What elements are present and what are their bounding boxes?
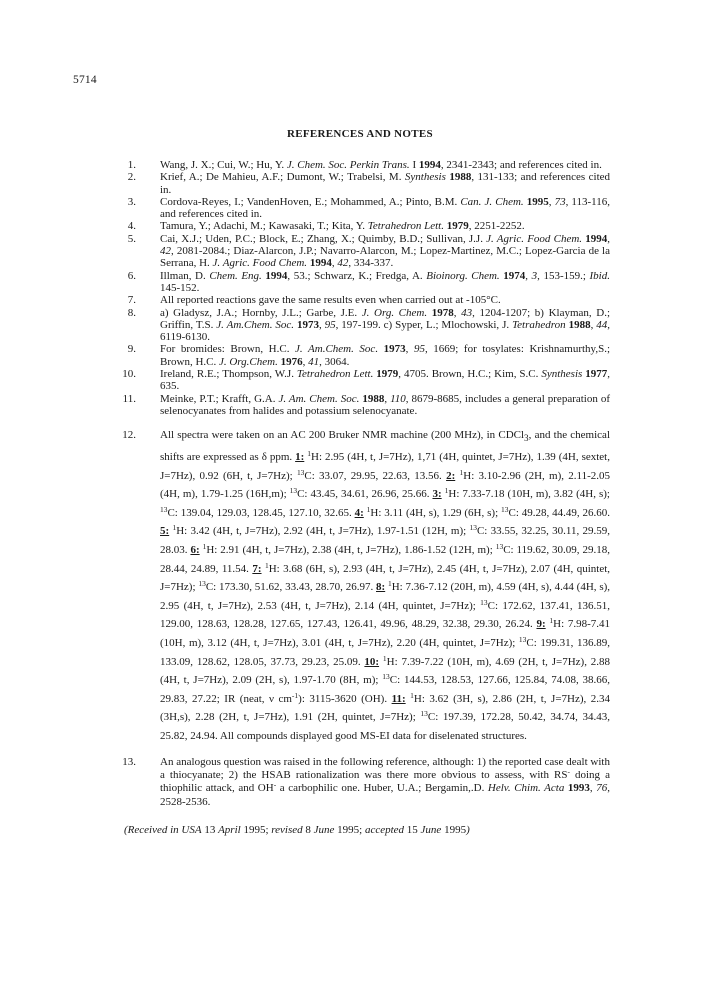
- reference-item: [116, 159, 610, 171]
- reference-item: [116, 233, 610, 270]
- reference-text-segment: 95: [413, 343, 425, 356]
- reference-text-segment: C: 139.04, 129.03, 128.45, 127.10, 32.65.: [167, 506, 355, 519]
- reference-number: 11.: [122, 392, 136, 405]
- reference-text-segment: C: 33.55, 32.25, 30.11, 29.59, 28.03.: [160, 525, 610, 556]
- reference-text-segment: ,: [384, 392, 391, 405]
- received-line: [124, 824, 684, 836]
- compound-number: 2:: [446, 469, 456, 482]
- reference-text-segment: Chem. Eng.: [209, 269, 262, 282]
- reference-text: [160, 220, 610, 232]
- reference-text-segment: Can. J. Chem.: [460, 195, 524, 208]
- reference-text-segment: Tamura, Y.; Adachi, M.; Kawasaki, T.; Kita, Y.: [160, 220, 368, 233]
- reference-text: [160, 233, 610, 270]
- reference-number: 4.: [127, 220, 136, 233]
- reference-text: [160, 270, 610, 295]
- reference-text-segment: , 197-199. c) Syper, L.; Mlochowski, J.: [335, 318, 513, 331]
- reference-text-segment: , 8679-8685, includes a general preparation of selenocyanates from halides and potassium selenocyanate.: [160, 392, 611, 417]
- reference-text-segment: Synthesis: [404, 171, 446, 184]
- reference-item: [116, 294, 610, 306]
- reference-text-segment: , 635.: [160, 368, 611, 393]
- reference-text-segment: ,: [607, 232, 610, 245]
- reference-text-segment: , 2251-2252.: [468, 220, 525, 233]
- reference-text-segment: 1: [388, 579, 392, 589]
- reference-text-segment: C: 49.28, 44.49, 26.60.: [508, 506, 610, 519]
- compound-number: 10:: [364, 655, 380, 668]
- received-label: Received in USA: [127, 824, 202, 836]
- accepted-year: 1995: [441, 824, 467, 836]
- reference-number: 12.: [122, 429, 136, 442]
- reference-text-segment: 1979: [376, 368, 399, 381]
- reference-text-segment: H: 3.10-2.96 (2H, m), 2.11-2.05 (4H, m), 1.79-1.25 (16H,m);: [160, 469, 611, 501]
- reference-text-segment: , 2528-2536.: [160, 782, 611, 808]
- reference-text-segment: H: 7.98-7.41 (10H, m), 3.12 (4H, t, J=7Hz), 3.01 (4H, t, J=7Hz), 2.20 (4H, quintet, J=7Hz);: [160, 618, 611, 649]
- reference-text-segment: Cai, X.J.; Uden, P.C.; Block, E.; Zhang, X.; Quimby, B.D.; Sullivan, J.J.: [160, 232, 487, 245]
- reference-text-segment: 1995: [526, 195, 549, 208]
- reference-text-segment: 42: [337, 257, 349, 270]
- reference-text: [160, 294, 610, 306]
- reference-text-segment: ,: [589, 782, 597, 795]
- reference-text-segment: Ibid.: [589, 269, 610, 282]
- reference-item: [116, 220, 610, 232]
- reference-number: 9.: [127, 343, 136, 356]
- reference-text-segment: J. Am. Chem. Soc.: [278, 392, 360, 405]
- reference-text-segment: 3: [531, 269, 538, 282]
- revised-label: revised: [271, 824, 303, 836]
- compound-number: 4:: [354, 506, 364, 519]
- received-year: 1995;: [240, 824, 272, 836]
- reference-text-segment: 1: [264, 560, 269, 570]
- reference-text-segment: C: 199.31, 136.89, 133.09, 128.62, 128.05, 37.73, 29.23, 25.09.: [160, 636, 610, 668]
- reference-text-segment: ,: [590, 318, 597, 331]
- reference-text-segment: C: 197.39, 172.28, 50.42, 34.74, 34.43, 25.82, 24.94. All compounds displayed good MS-EI data for diselenated structures.: [160, 711, 610, 742]
- reference-text-segment: H: 7.33-7.18 (10H, m), 3.82 (4H, s);: [448, 488, 610, 501]
- reference-text-segment: a) Gladysz, J.A.; Hornby, J.L.; Garbe, J.E.: [160, 306, 362, 319]
- reference-text-segment: C: 33.07, 29.95, 22.63, 13.56.: [304, 469, 447, 482]
- reference-text-segment: 13: [501, 504, 509, 514]
- reference-text-segment: 110: [390, 392, 406, 405]
- reference-text-segment: C: 173.30, 51.62, 33.43, 28.70, 26.97.: [205, 581, 377, 594]
- reference-item: [116, 270, 610, 295]
- reference-text-segment: All reported reactions gave the same results even when carried out at -105°C.: [160, 294, 501, 307]
- reference-text-segment: H: 7.36-7.12 (20H, m), 4.59 (4H, s), 4.44 (4H, s), 2.95 (4H, t, J=7Hz), 2.53 (4H, t, J=7Hz), 2.14 (4H, quintet, J=7Hz);: [160, 581, 611, 612]
- reference-text-segment: a carbophilic one. Huber, U.A.; Bergamin,.D.: [276, 782, 488, 795]
- reference-text-segment: H: 3.42 (4H, t, J=7Hz), 2.92 (4H, t, J=7Hz), 1.97-1.51 (12H, m);: [176, 525, 470, 538]
- reference-text-segment: 76: [596, 782, 608, 795]
- reference-text-segment: ): 3115-3620 (OH).: [298, 692, 392, 705]
- reference-text-segment: 1: [459, 467, 464, 477]
- reference-text: [160, 426, 610, 745]
- reference-text-segment: 13: [382, 672, 390, 682]
- reference-text-segment: H: 3.11 (4H, s), 1.29 (6H, s);: [370, 506, 502, 519]
- reference-text-segment: 13: [296, 467, 305, 477]
- reference-text-segment: 42: [160, 245, 171, 258]
- compound-number: 9:: [536, 618, 546, 631]
- reference-text-segment: -1: [291, 690, 299, 700]
- reference-text: [160, 171, 610, 196]
- reference-text-segment: Tetrahedron Lett.: [367, 220, 444, 233]
- reference-text-segment: 1988: [449, 171, 472, 184]
- reference-text-segment: 1994: [418, 159, 441, 171]
- reference-text-segment: 1: [410, 690, 414, 700]
- reference-item: [116, 368, 610, 393]
- reference-text-segment: 13: [495, 541, 504, 551]
- reference-text-segment: 1974: [503, 269, 526, 282]
- reference-number: 5.: [127, 232, 136, 245]
- reference-text-segment: 43: [461, 306, 473, 319]
- reference-text-segment: J. Agric. Food Chem.: [486, 232, 583, 245]
- reference-text-segment: Tetrahedron Lett.: [296, 368, 374, 381]
- compound-number: 5:: [160, 525, 170, 538]
- reference-text-segment: ,: [405, 343, 414, 356]
- reference-text-segment: ,: [525, 269, 532, 282]
- reference-text-segment: , 6119-6130.: [160, 318, 610, 344]
- compound-number: 8:: [376, 581, 386, 594]
- reference-text-segment: J. Org. Chem.: [361, 306, 428, 319]
- reference-text-segment: , 334-337.: [348, 257, 394, 270]
- reference-text-segment: 95: [324, 318, 336, 331]
- reference-text: [160, 196, 610, 221]
- reference-text-segment: , and the chemical shifts are expressed as δ ppm.: [160, 429, 610, 464]
- reference-text-segment: J. Chem. Soc. Perkin Trans.: [286, 159, 410, 171]
- reference-text-segment: For bromides: Brown, H.C.: [160, 343, 296, 356]
- reference-number: 3.: [127, 195, 136, 208]
- reference-text-segment: 1994: [309, 257, 332, 270]
- reference-text-segment: H: 3.68 (6H, s), 2.93 (4H, t, J=7Hz), 2.45 (4H, t, J=7Hz), 2.07 (4H, quintet, J=7Hz);: [160, 562, 611, 594]
- reference-text-segment: 1: [172, 523, 177, 533]
- reference-item: [116, 343, 610, 368]
- revised-year: 1995;: [334, 824, 365, 836]
- reference-text-segment: 1: [444, 486, 449, 496]
- reference-text-segment: C: 172.62, 137.41, 136.51, 129.00, 128.63, 128.28, 127.65, 127.43, 126.41, 49.96, 48.29, 32.38, 29.30, 26.24.: [160, 599, 610, 631]
- reference-number: 8.: [127, 306, 136, 319]
- reference-text-segment: -: [273, 780, 277, 790]
- reference-number: 13.: [122, 755, 136, 768]
- reference-text-segment: 13: [289, 486, 298, 496]
- reference-text-segment: 13: [420, 709, 428, 719]
- reference-item: [116, 196, 610, 221]
- accepted-label: accepted: [364, 824, 405, 836]
- reference-text-segment: Illman, D.: [160, 269, 210, 282]
- reference-text-segment: , 53.; Schwarz, K.; Fredga, A.: [287, 269, 427, 282]
- reference-item: [116, 426, 610, 745]
- reference-text-segment: J. Org.Chem.: [218, 355, 278, 368]
- reference-text-segment: 1994: [265, 269, 288, 282]
- reference-text-segment: , 2341-2343; and references cited in.: [440, 159, 602, 171]
- reference-text: [160, 393, 610, 418]
- reference-text-segment: Cordova-Reyes, I.; VandenHoven, E.; Mohammed, A.; Pinto, B.M.: [160, 195, 461, 208]
- reference-text-segment: 13: [160, 504, 168, 514]
- reference-text-segment: Tetrahedron: [512, 318, 566, 331]
- reference-text-segment: , 113-116, and references cited in.: [160, 195, 611, 221]
- reference-text-segment: H: 3.62 (3H, s), 2.86 (2H, t, J=7Hz), 2.34 (3H,s), 2.28 (2H, t, J=7Hz), 1.91 (2H, quintet, J=7Hz);: [160, 692, 611, 724]
- reference-text-segment: I: [409, 159, 419, 171]
- reference-text-segment: 1976: [280, 355, 303, 368]
- reference-text-segment: 1977: [585, 368, 608, 381]
- reference-text-segment: 13: [518, 634, 527, 644]
- reference-text-segment: ,: [548, 195, 555, 208]
- reference-text-segment: doing a thiophilic attack, and OH: [160, 768, 610, 795]
- reference-text-segment: 13: [480, 597, 488, 607]
- reference-text-segment: 1979: [446, 220, 469, 233]
- reference-text-segment: J. Am.Chem. Soc.: [295, 343, 379, 356]
- reference-text: [160, 368, 610, 393]
- section-title: REFERENCES AND NOTES: [287, 128, 433, 140]
- reference-text-segment: H: 2.95 (4H, t, J=7Hz), 1,71 (4H, quintet, J=7Hz), 1.39 (4H, sextet, J=7Hz), 0.92 (6H, t, J=7Hz);: [160, 451, 610, 482]
- reference-number: 2.: [127, 171, 136, 184]
- reference-text-segment: , 3064.: [319, 355, 350, 368]
- page-number: 5714: [73, 74, 97, 86]
- reference-text-segment: Bioinorg. Chem.: [426, 269, 500, 282]
- reference-text-segment: , 153-159.;: [537, 269, 590, 282]
- reference-text-segment: All spectra were taken on an AC 200 Bruker NMR machine (200 MHz), in CDCl: [160, 429, 525, 442]
- reference-text-segment: 1993: [567, 782, 590, 795]
- reference-text-segment: Ireland, R.E.; Thompson, W.J.: [160, 368, 297, 381]
- reference-text-segment: , 131-133; and references cited in.: [160, 171, 611, 196]
- reference-text-segment: -: [567, 766, 570, 776]
- reference-text-segment: An analogous question was raised in the following reference, although: 1) the reported case dealt with a thiocyanate; 2) the HSAB rationalization was there more obvious to assess, with RS: [160, 755, 610, 781]
- reference-text-segment: 1978: [431, 306, 454, 319]
- reference-text: [160, 343, 610, 368]
- compound-number: 11:: [391, 692, 406, 705]
- compound-number: 7:: [252, 562, 262, 575]
- reference-text-segment: C: 144.53, 128.53, 127.66, 125.84, 74.08, 38.66, 29.83, 27.22; IR (neat, ν cm: [160, 674, 610, 705]
- reference-text-segment: J. Am.Chem. Soc.: [216, 318, 295, 331]
- reference-text-segment: 41: [308, 355, 320, 368]
- received-month: April: [218, 824, 241, 836]
- reference-text-segment: 1988: [362, 392, 385, 405]
- reference-text-segment: 44: [596, 318, 608, 331]
- reference-text: [160, 307, 610, 344]
- compound-number: 1:: [295, 451, 305, 464]
- reference-number: 7.: [127, 294, 136, 307]
- reference-text-segment: 1: [382, 653, 387, 663]
- reference-text-segment: ,: [331, 257, 338, 270]
- compound-number: 6:: [190, 543, 200, 556]
- reference-text-segment: Helv. Chim. Acta: [487, 782, 565, 795]
- revised-date: 8: [302, 824, 314, 836]
- reference-text-segment: 1994: [585, 232, 608, 245]
- reference-text-segment: , 2081-2084.; Diaz-Alarcon, J.P.; Navarro-Alarcon, M.; Lopez-Martinez, M.C.; Lopez-Garcia de la Serrana, H.: [160, 245, 610, 270]
- reference-text-segment: ,: [302, 355, 309, 368]
- revised-month: June: [313, 824, 335, 836]
- reference-number: 6.: [127, 269, 136, 282]
- received-open: (: [124, 824, 128, 836]
- reference-text-segment: Krief, A.; De Mahieu, A.F.; Dumont, W.; Trabelsi, M.: [160, 171, 405, 184]
- references-list: [116, 159, 610, 809]
- reference-text-segment: Synthesis: [541, 368, 583, 381]
- reference-text-segment: 1973: [383, 343, 406, 356]
- reference-text-segment: 145-152.: [160, 281, 200, 294]
- reference-text-segment: 1973: [296, 318, 319, 331]
- reference-text-segment: C: 43.45, 34.61, 26.96, 25.66.: [297, 488, 433, 501]
- reference-text-segment: Meinke, P.T.; Krafft, G.A.: [160, 392, 279, 405]
- reference-text-segment: Wang, J. X.; Cui, W.; Hu, Y.: [160, 159, 287, 171]
- reference-text-segment: 1: [202, 541, 207, 551]
- reference-text-segment: , 1669; for tosylates: Krishnamurthy,S.; Brown, H.C.: [160, 343, 611, 368]
- reference-text-segment: J. Agric. Food Chem.: [212, 257, 308, 270]
- reference-text-segment: 13: [469, 523, 477, 533]
- reference-item: [116, 307, 610, 344]
- reference-text-segment: , 4705. Brown, H.C.; Kim, S.C.: [398, 368, 542, 381]
- reference-text-segment: 3: [524, 433, 529, 444]
- accepted-date: 15: [404, 824, 421, 836]
- reference-text: [160, 756, 610, 810]
- reference-text-segment: C: 119.62, 30.09, 29.18, 28.44, 24.89, 11.54.: [160, 543, 611, 575]
- reference-number: 1.: [127, 159, 136, 171]
- reference-text-segment: 1: [366, 504, 371, 514]
- reference-item: [116, 171, 610, 196]
- reference-text-segment: 1: [307, 448, 312, 458]
- reference-text-segment: H: 7.39-7.22 (10H, m), 4.69 (2H, t, J=7Hz), 2.88 (4H, t, J=7Hz), 2.09 (2H, s), 1.97-1.70 (8H, m);: [160, 655, 611, 687]
- reference-text-segment: 1: [549, 616, 554, 626]
- reference-text-segment: ,: [318, 318, 325, 331]
- reference-number: 10.: [122, 368, 136, 381]
- reference-text-segment: , 1204-1207; b) Klayman, D.; Griffin, T.S.: [160, 306, 611, 331]
- reference-item: [116, 756, 610, 810]
- received-close: ): [466, 824, 470, 836]
- received-date: 13: [201, 824, 219, 836]
- reference-text-segment: 73: [554, 195, 566, 208]
- reference-text-segment: 13: [198, 579, 206, 589]
- reference-item: [116, 393, 610, 418]
- reference-text-segment: ,: [453, 306, 462, 319]
- compound-number: 3:: [432, 488, 442, 501]
- reference-text-segment: H: 2.91 (4H, t, J=7Hz), 2.38 (4H, t, J=7Hz), 1.86-1.52 (12H, m);: [206, 543, 496, 556]
- reference-text-segment: 1988: [568, 318, 591, 331]
- accepted-month: June: [420, 824, 442, 836]
- reference-text: [160, 159, 610, 171]
